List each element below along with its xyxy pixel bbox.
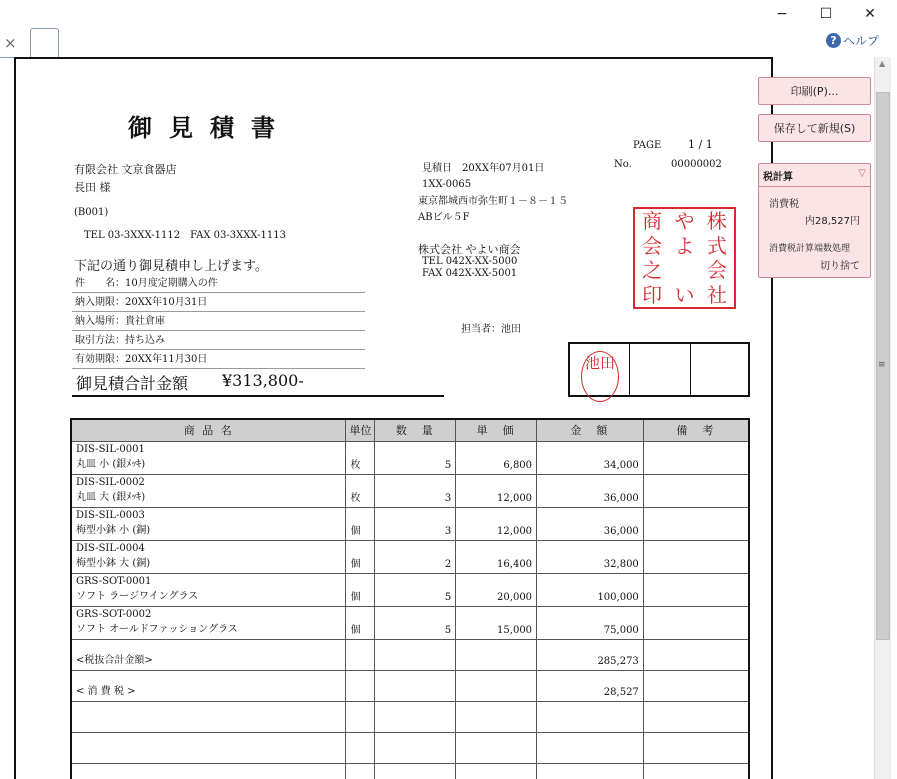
amount-cell: 34,000 xyxy=(537,441,644,474)
table-row xyxy=(71,474,749,507)
close-tab-icon[interactable]: × xyxy=(4,34,17,52)
unit-cell xyxy=(346,701,375,732)
product-cell xyxy=(71,763,346,779)
price-cell: 20,000 xyxy=(456,573,537,606)
amount-cell xyxy=(537,701,644,732)
note-cell xyxy=(643,670,749,701)
qty-cell: 5 xyxy=(375,573,456,606)
table-row xyxy=(71,507,749,540)
staff-name: 担当者：池田 xyxy=(461,324,521,335)
approval-box-staff xyxy=(570,344,630,395)
price-cell xyxy=(456,701,537,732)
qty-cell: 3 xyxy=(375,507,456,540)
document-title: 御見積書 xyxy=(128,113,292,142)
note-cell xyxy=(643,573,749,606)
help-link[interactable] xyxy=(826,32,879,49)
unit-cell: 枚 xyxy=(346,441,375,474)
total-underline xyxy=(72,395,444,397)
product-code: GRS-SOT-0002 xyxy=(76,608,152,620)
product-name: ソフト オールドファッショングラス xyxy=(76,623,238,635)
price-cell xyxy=(456,639,537,670)
product-code: GRS-SOT-0001 xyxy=(76,575,152,587)
amount-cell: 32,800 xyxy=(537,540,644,573)
product-name: 丸皿 大 (銀ﾒｯｷ) xyxy=(76,491,146,503)
note-cell xyxy=(643,441,749,474)
product-cell xyxy=(71,606,346,639)
product-cell xyxy=(71,639,346,670)
unit-cell xyxy=(346,639,375,670)
qty-cell xyxy=(375,670,456,701)
table-row xyxy=(71,573,749,606)
issue-date: 見積日 20XX年07月01日 xyxy=(422,163,545,174)
qty-cell: 5 xyxy=(375,441,456,474)
amount-cell: 75,000 xyxy=(537,606,644,639)
note-cell xyxy=(643,606,749,639)
print-button[interactable]: 印刷(P)... xyxy=(758,77,871,105)
note-cell xyxy=(643,732,749,763)
col-header-amount: 金 額 xyxy=(537,419,644,441)
unit-cell: 枚 xyxy=(346,474,375,507)
note-cell xyxy=(643,507,749,540)
table-row xyxy=(71,639,749,670)
unit-cell: 個 xyxy=(346,540,375,573)
product-cell xyxy=(71,441,346,474)
col-header-product: 商 品 名 xyxy=(71,419,346,441)
customer-code: (B001) xyxy=(74,207,109,218)
rounding-label: 消費税計算端数処理 xyxy=(769,244,851,254)
tax-panel-header[interactable] xyxy=(759,164,870,187)
tax-panel xyxy=(758,163,871,278)
price-cell xyxy=(456,732,537,763)
sender-address: 東京都城西市弥生町１－８－１５ xyxy=(418,196,568,207)
amount-cell: 36,000 xyxy=(537,474,644,507)
sender-fax: FAX 042X-XX-5001 xyxy=(422,268,518,279)
price-cell xyxy=(456,763,537,779)
tax-label: 消費税 xyxy=(769,199,799,210)
qty-cell xyxy=(375,732,456,763)
condition-delivery-place: 納入場所：貴社倉庫 xyxy=(72,312,365,331)
table-row xyxy=(71,701,749,732)
rounding-value: 切り捨て xyxy=(820,261,860,272)
sender-tel: TEL 042X-XX-5000 xyxy=(422,256,518,267)
product-name: 梅型小鉢 小 (銅) xyxy=(76,524,151,536)
tax-panel-title: 税計算 xyxy=(763,172,793,183)
table-row xyxy=(71,732,749,763)
approval-boxes xyxy=(568,342,750,397)
total-label: 御見積合計金額 xyxy=(76,374,189,393)
note-cell xyxy=(643,540,749,573)
product-code: DIS-SIL-0001 xyxy=(76,443,145,455)
company-seal: 商 や 株 会 よ 式 之 会 印 い 社 xyxy=(633,207,736,309)
product-code: DIS-SIL-0002 xyxy=(76,476,145,488)
product-cell xyxy=(71,540,346,573)
product-cell xyxy=(71,732,346,763)
product-cell xyxy=(71,573,346,606)
col-header-unit: 単位 xyxy=(346,419,375,441)
amount-cell: 28,527 xyxy=(537,670,644,701)
customer-person: 長田 様 xyxy=(74,181,111,194)
total-value: ¥313,800- xyxy=(222,371,304,390)
product-name: <税抜合計金額> xyxy=(76,654,153,666)
unit-cell xyxy=(346,763,375,779)
no-label: No. xyxy=(614,159,632,170)
price-cell: 12,000 xyxy=(456,474,537,507)
intro-text: 下記の通り御見積申し上げます。 xyxy=(74,259,268,274)
table-row xyxy=(71,670,749,701)
qty-cell xyxy=(375,763,456,779)
product-name: 梅型小鉢 大 (銅) xyxy=(76,557,151,569)
personal-seal: 池田 xyxy=(581,351,619,402)
condition-delivery-date: 納入期限：20XX年10月31日 xyxy=(72,293,365,312)
table-row xyxy=(71,540,749,573)
qty-cell xyxy=(375,639,456,670)
note-cell xyxy=(643,763,749,779)
col-header-price: 単 価 xyxy=(456,419,537,441)
col-header-note: 備 考 xyxy=(643,419,749,441)
unit-cell: 個 xyxy=(346,507,375,540)
document-tab[interactable] xyxy=(30,28,59,58)
maximize-button[interactable]: ☐ xyxy=(819,6,833,22)
minimize-button[interactable]: − xyxy=(776,6,788,22)
amount-cell: 100,000 xyxy=(537,573,644,606)
sender-company: 株式会社 やよい商会 xyxy=(418,243,521,256)
condition-subject: 件 名：10月度定期購入の件 xyxy=(72,274,365,293)
qty-cell: 2 xyxy=(375,540,456,573)
qty-cell: 5 xyxy=(375,606,456,639)
qty-cell xyxy=(375,701,456,732)
table-header-row xyxy=(71,419,749,441)
sender-building: ABビル５F xyxy=(418,212,470,223)
unit-cell: 個 xyxy=(346,606,375,639)
table-row xyxy=(71,441,749,474)
close-window-button[interactable]: ✕ xyxy=(864,6,876,22)
qty-cell: 3 xyxy=(375,474,456,507)
unit-cell xyxy=(346,670,375,701)
sender-postal: 1XX-0065 xyxy=(422,179,472,190)
no-value: 00000002 xyxy=(671,159,722,170)
note-cell xyxy=(643,639,749,670)
approval-box-2 xyxy=(630,344,691,395)
customer-tel-fax: TEL 03-3XXX-1112 FAX 03-3XXX-1113 xyxy=(84,230,286,241)
help-label: ヘルプ xyxy=(843,34,880,48)
amount-cell: 36,000 xyxy=(537,507,644,540)
price-cell xyxy=(456,670,537,701)
note-cell xyxy=(643,474,749,507)
scroll-grip-icon: ≡ xyxy=(878,360,886,370)
amount-cell xyxy=(537,732,644,763)
amount-cell xyxy=(537,763,644,779)
price-cell: 12,000 xyxy=(456,507,537,540)
note-cell xyxy=(643,701,749,732)
unit-cell: 個 xyxy=(346,573,375,606)
product-code: DIS-SIL-0003 xyxy=(76,509,145,521)
items-table xyxy=(70,418,750,779)
product-cell xyxy=(71,701,346,732)
product-code: DIS-SIL-0004 xyxy=(76,542,145,554)
price-cell: 15,000 xyxy=(456,606,537,639)
help-icon: ? xyxy=(826,33,841,48)
page-value: 1 / 1 xyxy=(688,138,713,151)
save-new-button[interactable]: 保存して新規(S) xyxy=(758,114,871,142)
approval-box-3 xyxy=(691,344,748,395)
collapse-icon[interactable]: ▽ xyxy=(858,168,866,179)
price-cell: 16,400 xyxy=(456,540,537,573)
table-row xyxy=(71,606,749,639)
customer-company: 有限会社 文京食器店 xyxy=(74,163,177,176)
product-name: 丸皿 小 (銀ﾒｯｷ) xyxy=(76,458,146,470)
col-header-qty: 数 量 xyxy=(375,419,456,441)
product-name: ソフト ラージワイングラス xyxy=(76,590,199,602)
product-cell xyxy=(71,474,346,507)
product-cell xyxy=(71,507,346,540)
page-label: PAGE xyxy=(633,140,662,151)
unit-cell xyxy=(346,732,375,763)
product-cell xyxy=(71,670,346,701)
amount-cell: 285,273 xyxy=(537,639,644,670)
condition-valid-until: 有効期限：20XX年11月30日 xyxy=(72,350,365,369)
condition-trade-method: 取引方法：持ち込み xyxy=(72,331,365,350)
tab-strip-divider xyxy=(0,57,14,58)
price-cell: 6,800 xyxy=(456,441,537,474)
table-row xyxy=(71,763,749,779)
scroll-up-icon[interactable]: ▲ xyxy=(879,59,886,68)
product-name: < 消 費 税 > xyxy=(76,685,136,697)
tax-value: 内28,527円 xyxy=(805,216,860,227)
